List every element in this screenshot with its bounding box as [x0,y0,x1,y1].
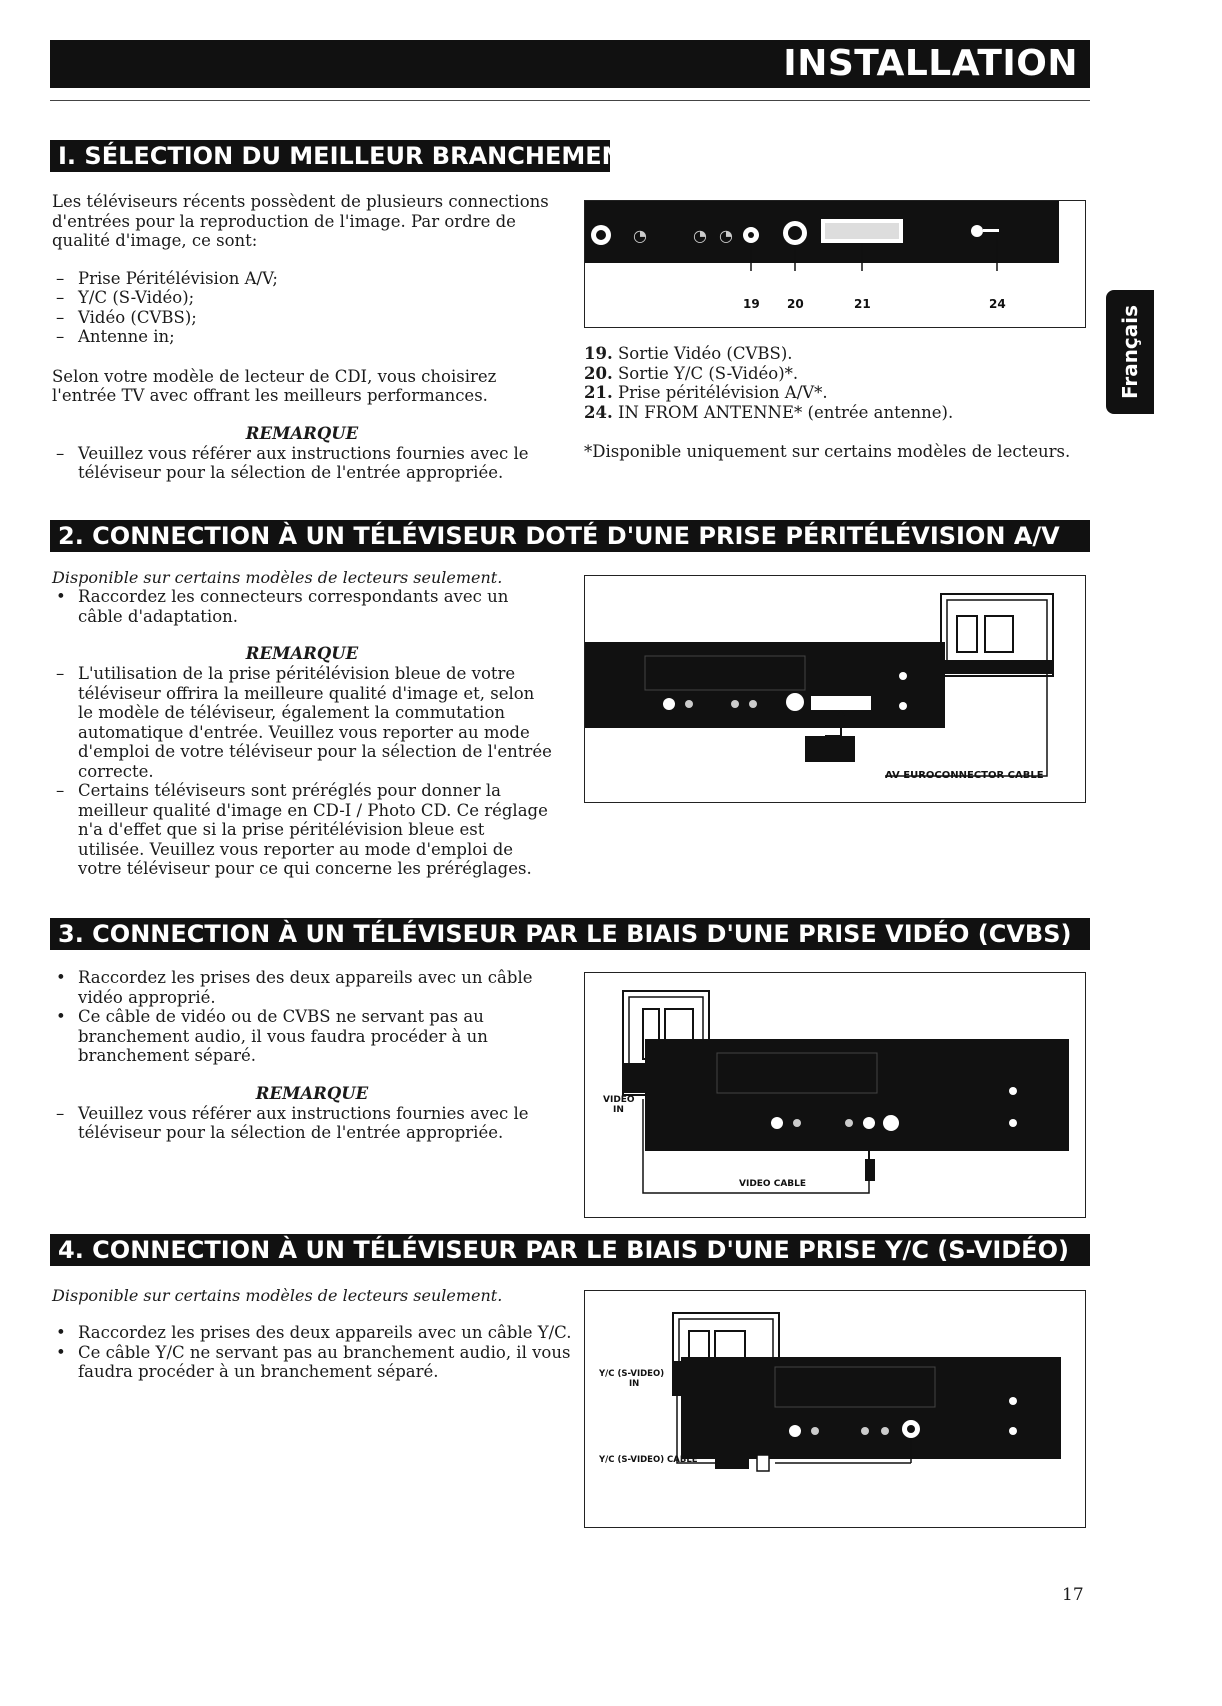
antenna-lead-icon [983,229,999,232]
audio-socket-icon: ◔ [633,226,647,245]
list-item: – Y/C (S-Vidéo); [52,288,552,308]
legend-text: Sortie Y/C (S-Vidéo)*. [617,363,799,383]
callout-21: 21 [854,297,871,311]
socket-icon [771,1117,783,1129]
list-item: • Ce câble de vidéo ou de CVBS ne servant pas au branchement audio, il vous faudra procéder à un branchement séparé. [52,1007,572,1066]
section-1-remarque: – Veuillez vous référer aux instructions fournies avec le téléviseur pour la sélection de l'entrée appropriée. [52,444,552,483]
list-item: – Prise Péritélévision A/V; [52,269,552,289]
socket-icon [663,698,675,710]
scart-socket-icon [811,696,871,710]
player-led-icon [1009,1087,1017,1095]
video-connection-drawing [585,973,1085,1217]
legend-item [584,364,1084,384]
section-2-availability: Disponible sur certains modèles de lecteurs seulement. [52,568,503,587]
audio-socket-icon: ◔ [693,226,707,245]
svideo-plug-icon [715,1457,749,1469]
player-led-icon [1009,1119,1017,1127]
footnote: *Disponible uniquement sur certains modèles de lecteurs. [584,442,1071,461]
socket-icon [685,700,693,708]
section-4-bar [50,1234,1090,1266]
header-rule [50,100,1090,101]
socket-icon [861,1427,869,1435]
svideo-connection-figure [584,1290,1086,1528]
video-connection-figure [584,972,1086,1218]
header-bar [50,40,1090,88]
svideo-connection-drawing [585,1291,1085,1527]
list-item: • Raccordez les connecteurs correspondants avec un câble d'adaptation. [52,587,552,626]
video-in-label-line-2: IN [613,1105,624,1115]
socket-icon [731,700,739,708]
list-item: – L'utilisation de la prise péritélévision bleue de votre téléviseur offrira la meilleure qualité d'image et, selon le modèle de téléviseur, également la commutation automatique d'entrée. Veuillez vous reporter au mode d'emploi de votre téléviseur pour la sélection de l'entrée correcte. [52,664,552,781]
list-item: – Antenne in; [52,327,552,347]
svideo-socket-center-icon [788,226,802,240]
video-in-label [603,1095,635,1115]
language-tab [1106,290,1154,414]
antenna-socket-icon [971,225,983,237]
svideo-in-label [599,1369,664,1389]
cdi-player-icon [645,1039,1069,1151]
player-led-icon [1009,1427,1017,1435]
socket-icon [789,1425,801,1437]
section-2-remarque-list [52,664,552,879]
callout-19: 19 [743,297,760,311]
rear-panel-figure [584,200,1086,328]
socket-icon [881,1427,889,1435]
connector-legend [584,344,1084,462]
section-1-intro: Les téléviseurs récents possèdent de plusieurs connections d'entrées pour la reproduction de l'image. Par ordre de qualité d'image, ce sont: [52,192,549,250]
section-3-remarque-list [52,1104,572,1143]
player-led-icon [899,702,907,710]
section-4-title: 4. CONNECTION À UN TÉLÉVISEUR PAR LE BIAIS D'UNE PRISE Y/C (S-VIDÉO) [58,1236,1069,1264]
legend-num: 24. [584,402,613,422]
cdi-player-icon [681,1357,1061,1459]
section-3-text [52,968,572,1143]
scart-connection-drawing [585,576,1085,802]
legend-num: 20. [584,363,613,383]
list-item: – Vidéo (CVBS); [52,308,552,328]
svideo-in-label-line-1: Y/C (S-VIDEO) [599,1369,665,1379]
section-4-text [52,1286,572,1382]
legend-text: Prise péritélévision A/V*. [617,383,828,402]
scart-cable-label: AV EUROCONNECTOR CABLE [885,770,1044,781]
list-item: • Ce câble Y/C ne servant pas au branchement audio, il vous faudra procéder à un branchement séparé. [52,1343,572,1382]
svideo-socket-center-icon [907,1425,915,1433]
socket-icon [811,1427,819,1435]
section-2-bullets [52,587,552,626]
section-1-bar [50,140,639,172]
legend-text: IN FROM ANTENNE* (entrée antenne). [617,402,954,422]
section-4-bullets [52,1323,572,1382]
svideo-socket-icon [883,1115,899,1131]
player-led-icon [1009,1397,1017,1405]
legend-num: 19. [584,344,613,363]
page-number: 17 [1062,1585,1084,1605]
section-1-remarque-title: REMARQUE [245,423,359,443]
section-3-remarque-title: REMARQUE [255,1083,369,1103]
video-out-socket-center-icon [748,232,754,238]
rear-panel-drawing [585,201,1085,327]
svideo-socket-icon [786,693,804,711]
tv-socket-strip-icon [941,660,1053,674]
video-in-label-line-1: VIDEO [603,1095,635,1105]
scart-socket-pins-icon [825,223,899,239]
section-2-text [52,568,552,879]
video-cable-label: VIDEO CABLE [739,1179,807,1189]
svideo-in-label-line-2: IN [629,1379,640,1389]
rca-plug-icon [865,1159,875,1181]
section-2-title: 2. CONNECTION À UN TÉLÉVISEUR DOTÉ D'UNE PRISE PÉRITÉLÉVISION A/V [58,522,1060,550]
socket-icon [749,700,757,708]
page-title: INSTALLATION [783,43,1078,84]
section-2-remarque-title: REMARQUE [245,644,359,663]
section-1-selon: Selon votre modèle de lecteur de CDI, vous choisirez l'entrée TV avec offrant les meilleurs performances. [52,366,497,405]
input-quality-list [52,269,552,347]
list-item: – Certains téléviseurs sont préréglés pour donner la meilleur qualité d'image en CD-I / Photo CD. Ce réglage n'a d'effet que si la prise péritélévision bleue est utilisée. Veuillez vous reporter au mode d'emploi de votre téléviseur pour ce qui concerne les préréglages. [52,781,552,879]
list-item: – Veuillez vous référer aux instructions fournies avec le téléviseur pour la sélection de l'entrée appropriée. [52,1104,572,1143]
legend-item [584,403,1084,423]
video-out-socket-icon [863,1117,875,1129]
svideo-plug-icon [757,1455,769,1471]
legend-item [584,383,1084,403]
section-4-availability: Disponible sur certains modèles de lecteurs seulement. [52,1286,503,1305]
audio-socket-icon: ◔ [719,226,733,245]
list-item: • Raccordez les prises des deux appareils avec un câble vidéo approprié. [52,968,572,1007]
rca-socket-center-icon [596,230,606,240]
section-2-bar [50,520,1090,552]
socket-icon [793,1119,801,1127]
section-3-title: 3. CONNECTION À UN TÉLÉVISEUR PAR LE BIAIS D'UNE PRISE VIDÉO (CVBS) [58,920,1072,948]
section-3-bullets [52,968,572,1066]
section-1-remarque-list [52,444,552,483]
scart-connection-figure [584,575,1086,803]
legend-item [584,344,1084,364]
callout-20: 20 [787,297,804,311]
section-1-title: I. SÉLECTION DU MEILLEUR BRANCHEMENT [58,142,639,170]
player-led-icon [899,672,907,680]
section-3-bar [50,918,1090,950]
language-tab-label: Français [1118,304,1142,400]
socket-icon [845,1119,853,1127]
cdi-player-icon [585,642,945,728]
scart-plug-icon [805,736,855,762]
list-item: • Raccordez les prises des deux appareils avec un câble Y/C. [52,1323,572,1343]
callout-24: 24 [989,297,1006,311]
section-1-text [52,192,552,483]
legend-text: Sortie Vidéo (CVBS). [617,344,793,363]
svideo-cable-label: Y/C (S-VIDEO) CABLE [599,1455,698,1465]
legend-num: 21. [584,383,613,402]
